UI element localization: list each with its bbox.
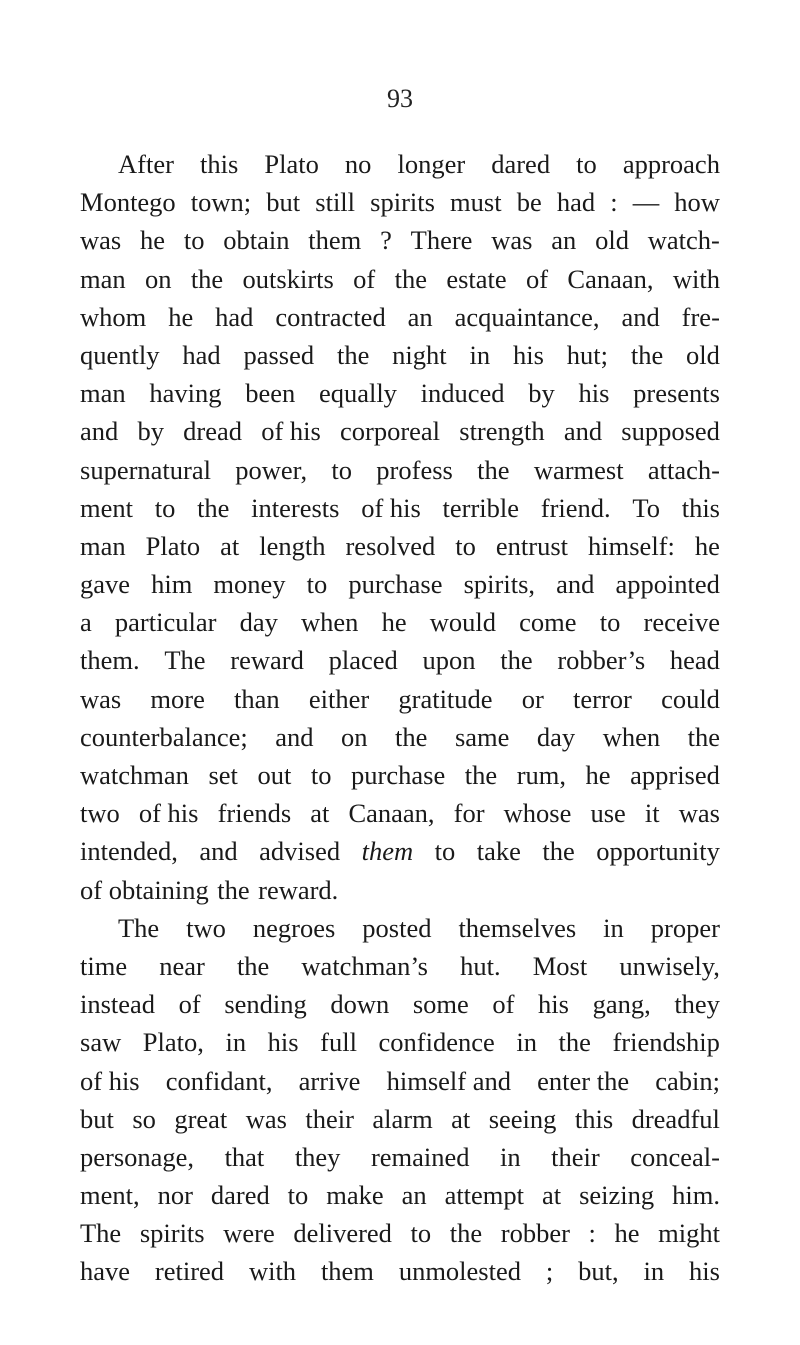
word: still [315,187,356,218]
word: he [381,607,407,638]
word: The [80,1218,122,1249]
word: particular [114,607,217,638]
text-line [80,832,720,870]
word: Plato [145,530,201,561]
word: down [330,989,390,1020]
word: — [632,187,660,218]
word: approach [622,149,720,179]
word: themselves [458,912,577,943]
word: whose [503,798,572,829]
word: and [275,721,314,752]
word: their [305,1103,354,1134]
word: his [689,1256,720,1287]
word: be [516,187,542,218]
word: himself and [386,1065,511,1096]
word: friends [217,798,292,829]
word: unwisely, [619,950,720,981]
word: him. [672,1180,720,1211]
word: ment [80,492,133,523]
word: an [551,225,577,256]
word: the [687,721,720,752]
word: watchman [80,760,189,790]
word: the [558,1027,591,1058]
word: to [434,836,456,867]
word: to [599,607,621,638]
word: the [464,760,498,790]
word: terror [573,683,632,714]
word: near [159,950,205,981]
word: and [563,416,603,447]
word: the [477,454,510,485]
word: and [80,416,119,447]
word: of [525,263,549,294]
word: would [429,607,497,638]
word: the [197,492,230,523]
word: for [453,798,485,829]
word: town; [190,187,252,218]
word: passed [243,339,315,370]
word: longer [397,149,466,179]
word: ment, [80,1180,140,1211]
word: hut; [566,339,608,370]
word: in [516,1027,537,1058]
word: Montego [80,187,176,218]
word: the [217,874,250,905]
word: apprised [630,760,720,790]
word: in [500,1141,521,1172]
word: at [542,1180,562,1211]
word: man [80,530,126,561]
word: either [308,683,370,714]
text-line [80,718,720,756]
word: in [643,1256,665,1287]
word: estate [446,263,507,294]
word: confidence [378,1027,495,1058]
word: conceal- [630,1141,720,1172]
text-line [80,1138,720,1176]
word: but, [578,1256,619,1287]
word: friendship [612,1027,720,1058]
word: this [574,1103,614,1134]
word: his [267,1027,299,1058]
text-line [80,336,720,374]
word: dreadful [631,1103,720,1134]
word: a [80,607,92,638]
word: but [266,187,301,218]
word: placed [328,645,398,676]
word: himself: [588,530,675,561]
word: hut. [460,950,501,981]
word: instead [80,989,156,1020]
word: negroes [252,912,336,943]
word: to [331,454,352,485]
word: sending [224,989,307,1020]
word: the [542,836,575,867]
word: reward. [258,874,339,905]
word: their [551,1141,600,1172]
text-line [80,680,720,718]
word: dared [210,1180,270,1211]
word: them [361,836,414,867]
word: with [672,263,720,294]
word: at [451,1103,471,1134]
text-line [80,1214,720,1252]
text-line [80,527,720,565]
word: strength [459,416,545,447]
word: spirits [370,187,435,218]
word: this [681,492,720,523]
word: great [174,1103,228,1134]
word: seizing [579,1180,655,1211]
word: use [590,798,626,829]
word: of [353,263,376,294]
word: unmolested [398,1256,521,1287]
word: might [658,1218,720,1249]
word: posted [362,912,432,943]
word: was [80,683,122,714]
word: in [225,1027,247,1058]
word: robber [500,1218,570,1249]
word: to [576,149,597,179]
word: to [306,569,328,600]
word: when [301,607,359,638]
word: receive [643,607,720,638]
text-line [80,641,720,679]
word: two [186,912,226,943]
word: he [614,1218,640,1249]
word: the [500,645,533,676]
word: was [678,798,720,829]
word: them. [80,645,140,676]
word: old [595,225,629,256]
word: some [412,989,469,1020]
word: equally [318,378,397,409]
word: supernatural [80,454,211,485]
text-line [80,1252,720,1290]
word: contracted [275,301,386,332]
word: cabin; [655,1065,720,1096]
word: he [140,225,166,256]
word: by [137,416,164,447]
word: corporeal [340,416,441,447]
word: entrust [495,530,569,561]
word: take [476,836,521,867]
word: spirits, [463,569,536,600]
word: could [661,683,720,714]
word: of his [361,492,421,523]
word: and [556,569,595,600]
word: to [410,1218,432,1249]
word: Most [532,950,588,981]
word: terrible [442,492,520,523]
word: Plato, [142,1027,204,1058]
word: had [182,339,221,370]
word: fre- [681,301,720,332]
word: him [151,569,193,600]
word: The [118,912,160,943]
word: in [469,339,491,370]
word: old [686,339,720,370]
word: warmest [533,454,624,485]
word: acquaintance, [454,301,600,332]
word: of [492,989,515,1020]
text-line [80,871,720,909]
word: remained [370,1141,470,1172]
word: had [215,301,254,332]
word: gratitude [398,683,493,714]
word: and [199,836,238,867]
word: make [326,1180,384,1211]
word: seeing [488,1103,557,1134]
word: arrive [298,1065,361,1096]
word: than [234,683,280,714]
word: length [259,530,326,561]
word: the [336,339,370,370]
word: outskirts [242,263,334,294]
word: but [80,1103,114,1134]
word: Canaan, [348,798,435,829]
word: confidant, [165,1065,273,1096]
word: was [245,1103,287,1134]
word: quently [80,339,160,370]
word: upon [422,645,476,676]
word: gave [80,569,131,600]
word: to [183,225,205,256]
word: them [320,1256,374,1287]
word: power, [235,454,308,485]
word: an [407,301,433,332]
word: night [392,339,447,370]
text-line [80,985,720,1023]
word: on [341,721,368,752]
word: on [144,263,172,294]
word: of obtaining [80,874,209,905]
word: the [394,263,427,294]
text-line [80,260,720,298]
word: or [521,683,544,714]
word: must [450,187,502,218]
word: his [538,989,569,1020]
word: opportunity [596,836,720,867]
text-line [80,947,720,985]
word: There [410,225,473,256]
word: it [644,798,660,829]
text-line [80,565,720,603]
word: and [621,301,660,332]
word: friend. [540,492,611,523]
word: resolved [345,530,436,561]
page-number: 93 [387,84,413,113]
word: man [80,263,126,294]
word: After [118,149,174,179]
text-line [80,183,720,221]
word: Canaan, [567,263,654,294]
word: Plato [264,149,319,179]
word: delivered [293,1218,392,1249]
word: been [245,378,296,409]
text-line [80,1176,720,1214]
word: this [199,149,239,179]
word: : [588,1218,596,1249]
word: alarm [372,1103,433,1134]
word: with [248,1256,297,1287]
text-line [80,451,720,489]
word: spirits [139,1218,205,1249]
word: obtain [223,225,290,256]
word: : [610,187,618,218]
word: robber’s [557,645,646,676]
word: personage, [80,1141,195,1172]
word: watch- [647,225,720,256]
word: head [669,645,720,676]
word: presents [633,378,720,409]
word: rum, [516,760,566,790]
word: ? [380,225,392,256]
word: nor [157,1180,193,1211]
text-line [80,374,720,412]
word: he [585,760,611,790]
word: whom [80,301,147,332]
word: attempt [444,1180,525,1211]
word: having [149,378,222,409]
word: intended, [80,836,178,867]
word: same [454,721,510,752]
word: his [512,339,544,370]
word: in [603,912,624,943]
word: day [536,721,576,752]
word: day [239,607,278,638]
word: the [449,1218,483,1249]
word: of his [138,798,199,829]
word: was [491,225,533,256]
word: supposed [621,416,720,447]
word: to [310,760,332,790]
word: To [632,492,660,523]
word: have [80,1256,131,1287]
word: of his [261,416,321,447]
word: at [220,530,240,561]
text-line [80,756,720,794]
word: advised [259,836,341,867]
word: the [395,721,428,752]
word: profess [376,454,453,485]
word: money [213,569,286,600]
word: to [154,492,176,523]
word: come [519,607,577,638]
word: counterbalance; [80,721,248,752]
text-line [80,794,720,832]
word: dared [491,149,551,179]
word: proper [650,912,720,943]
word: induced [420,378,505,409]
word: reward [230,645,304,676]
word: man [80,378,126,409]
word: them [308,225,362,256]
text-line [80,909,720,947]
word: at [310,798,330,829]
word: he [694,530,720,561]
word: The [164,645,206,676]
word: dread [183,416,242,447]
word: he [168,301,194,332]
word: enter the [537,1065,630,1096]
text-line [80,1062,720,1100]
word: how [674,187,720,218]
word: were [223,1218,275,1249]
word: interests [251,492,340,523]
word: his [578,378,610,409]
word: more [150,683,205,714]
text-line [80,412,720,450]
text-line [80,603,720,641]
word: purchase [351,760,446,790]
word: appointed [615,569,720,600]
word: they [674,989,720,1020]
text-line [80,145,720,183]
word: time [80,950,128,981]
word: by [528,378,555,409]
word: to [455,530,476,561]
word: watchman’s [301,950,428,981]
word: out [257,760,292,790]
word: of his [80,1065,140,1096]
word: saw [80,1027,122,1058]
word: the [236,950,270,981]
text-line [80,489,720,527]
word: purchase [348,569,443,600]
word: so [132,1103,156,1134]
word: two [80,798,120,829]
word: no [344,149,372,179]
word: the [630,339,664,370]
word: of [178,989,201,1020]
word: retired [154,1256,225,1287]
text-line [80,221,720,259]
word: had [556,187,596,218]
word: was [80,225,122,256]
word: gang, [592,989,651,1020]
word: when [602,721,661,752]
word: attach- [647,454,720,485]
text-line [80,1100,720,1138]
body-text [80,145,720,1291]
text-line [80,1023,720,1061]
word: the [190,263,224,294]
word: set [208,760,238,790]
word: that [224,1141,265,1172]
word: ; [545,1256,554,1287]
text-line [80,298,720,336]
word: full [320,1027,357,1058]
word: an [401,1180,427,1211]
word: to [287,1180,309,1211]
word: they [294,1141,341,1172]
